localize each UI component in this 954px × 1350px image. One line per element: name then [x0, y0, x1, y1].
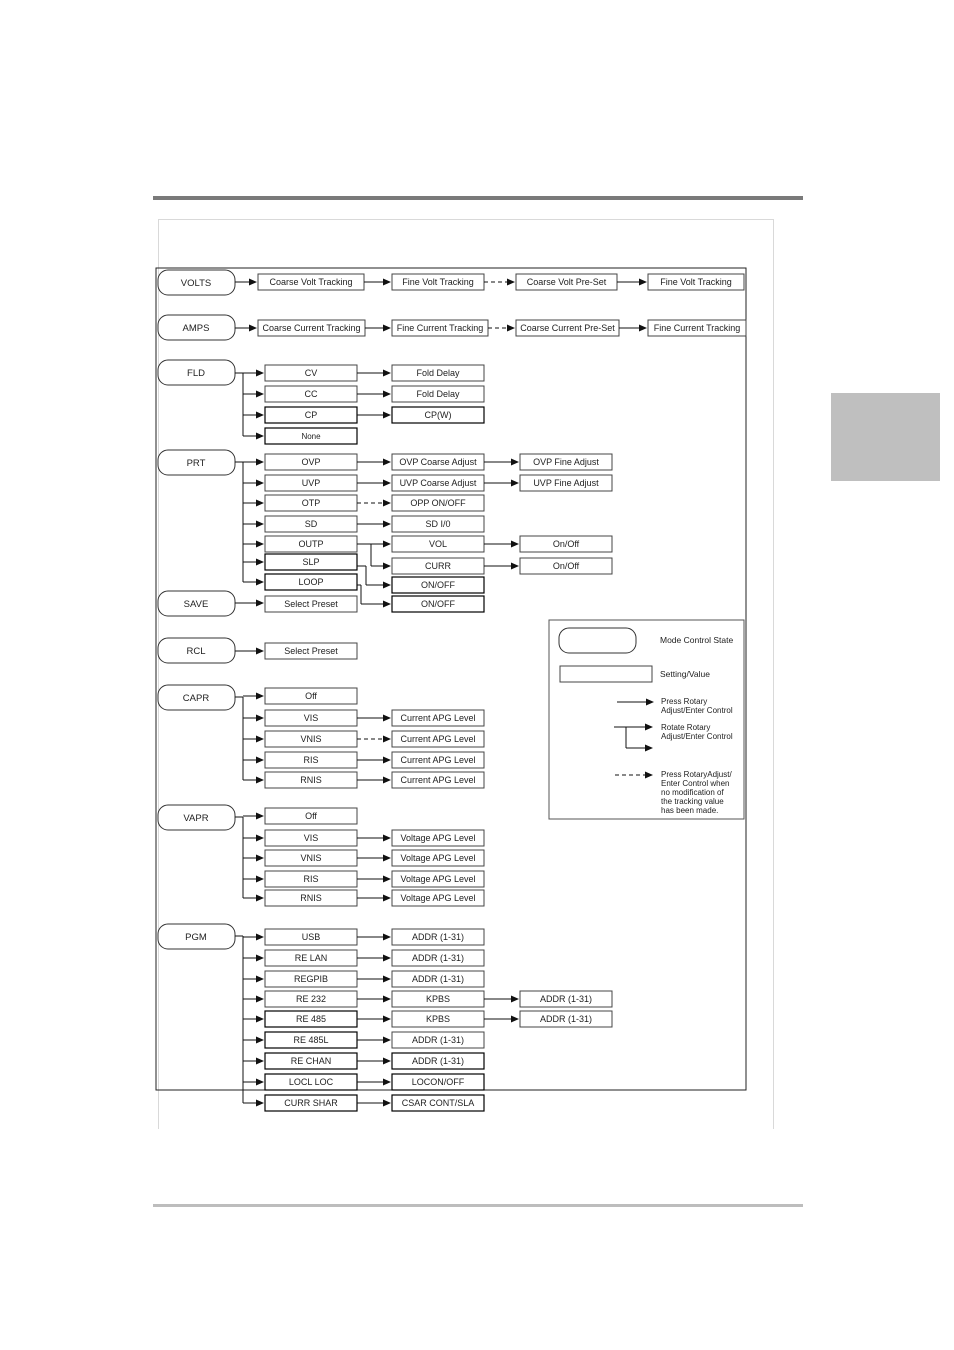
setting-label-sd: SD — [304, 519, 318, 530]
setting-label-voltage-apg-level: Voltage APG Level — [400, 874, 476, 885]
setting-label-curr-shar: CURR SHAR — [284, 1098, 338, 1109]
setting-label-re-lan: RE LAN — [294, 953, 328, 964]
setting-label-select-preset: Select Preset — [284, 646, 338, 657]
setting-label-csar-cont-sla: CSAR CONT/SLA — [401, 1098, 475, 1109]
setting-label-opp-on-off: OPP ON/OFF — [410, 498, 466, 509]
setting-label-vol: VOL — [428, 539, 448, 550]
setting-label-curr: CURR — [425, 561, 451, 572]
setting-label-cp: CP — [304, 410, 318, 421]
mode-label-volts: VOLTS — [180, 278, 212, 289]
legend-mode-label: Mode Control State — [660, 635, 734, 645]
setting-label-addr-1-31: ADDR (1-31) — [411, 974, 465, 985]
setting-label-coarse-volt-tracking: Coarse Volt Tracking — [269, 277, 353, 288]
setting-label-addr-1-31: ADDR (1-31) — [411, 1056, 465, 1067]
legend-press-label: Adjust/Enter Control — [661, 706, 733, 715]
setting-label-cv: CV — [304, 368, 318, 379]
setting-label-loop: LOOP — [298, 577, 324, 588]
mode-label-amps: AMPS — [182, 323, 210, 334]
mode-label-fld: FLD — [187, 368, 205, 379]
setting-label-addr-1-31: ADDR (1-31) — [411, 1035, 465, 1046]
setting-label-current-apg-level: Current APG Level — [400, 734, 476, 745]
setting-label-none: None — [301, 432, 321, 442]
legend-setting-sample — [560, 666, 652, 682]
legend-rotate-label: Rotate Rotary — [661, 723, 711, 732]
mode-label-capr: CAPR — [182, 693, 210, 704]
setting-label-rnis: RNIS — [300, 775, 322, 786]
setting-label-fine-current-tracking: Fine Current Tracking — [396, 323, 484, 334]
setting-label-fold-delay: Fold Delay — [416, 368, 460, 379]
setting-label-re-232: RE 232 — [295, 994, 327, 1005]
setting-label-otp: OTP — [301, 498, 321, 509]
setting-label-locl-loc: LOCL LOC — [288, 1077, 334, 1088]
setting-label-current-apg-level: Current APG Level — [400, 775, 476, 786]
legend-mode-sample — [559, 628, 636, 653]
legend-dashed-label: the tracking value — [661, 797, 724, 806]
legend-press-label: Press Rotary — [661, 697, 708, 706]
legend-dashed-label: no modification of — [661, 788, 724, 797]
setting-label-re-485: RE 485 — [295, 1014, 327, 1025]
setting-label-ovp-fine-adjust: OVP Fine Adjust — [533, 457, 599, 468]
setting-label-vis: VIS — [303, 713, 319, 724]
setting-label-ris: RIS — [303, 874, 319, 885]
setting-label-ris: RIS — [303, 755, 319, 766]
mode-label-rcl: RCL — [186, 646, 206, 657]
setting-label-ovp: OVP — [301, 457, 321, 468]
setting-label-uvp: UVP — [301, 478, 321, 489]
setting-label-fine-volt-tracking: Fine Volt Tracking — [660, 277, 732, 288]
setting-label-coarse-volt-pre-set: Coarse Volt Pre-Set — [526, 277, 607, 288]
setting-label-cc: CC — [304, 389, 318, 400]
setting-label-vnis: VNIS — [300, 853, 322, 864]
setting-label-on-off: On/Off — [552, 539, 580, 550]
setting-label-voltage-apg-level: Voltage APG Level — [400, 833, 476, 844]
setting-label-usb: USB — [301, 932, 321, 943]
setting-label-on-off: ON/OFF — [421, 580, 455, 591]
setting-label-on-off: On/Off — [552, 561, 580, 572]
setting-label-re-chan: RE CHAN — [290, 1056, 332, 1067]
setting-label-outp: OUTP — [298, 539, 324, 550]
setting-label-uvp-coarse-adjust: UVP Coarse Adjust — [399, 478, 477, 489]
setting-label-uvp-fine-adjust: UVP Fine Adjust — [533, 478, 599, 489]
setting-label-locon-off: LOCON/OFF — [411, 1077, 465, 1088]
setting-label-off: Off — [305, 691, 317, 702]
setting-label-addr-1-31: ADDR (1-31) — [411, 953, 465, 964]
setting-label-sd-i-0: SD I/0 — [425, 519, 451, 530]
mode-label-save: SAVE — [183, 599, 209, 610]
legend-dashed-label: Press RotaryAdjust/ — [661, 770, 732, 779]
setting-label-current-apg-level: Current APG Level — [400, 713, 476, 724]
legend-dashed-label: has been made. — [661, 806, 719, 815]
setting-label-coarse-current-pre-set: Coarse Current Pre-Set — [520, 323, 615, 334]
setting-label-on-off: ON/OFF — [421, 599, 455, 610]
setting-label-vis: VIS — [303, 833, 319, 844]
setting-label-slp: SLP — [302, 557, 320, 568]
setting-label-addr-1-31: ADDR (1-31) — [411, 932, 465, 943]
setting-label-voltage-apg-level: Voltage APG Level — [400, 853, 476, 864]
mode-label-prt: PRT — [186, 458, 206, 469]
setting-label-cp-w: CP(W) — [424, 410, 452, 421]
legend-rotate-label: Adjust/Enter Control — [661, 732, 733, 741]
setting-label-regpib: REGPIB — [293, 974, 329, 985]
setting-label-select-preset: Select Preset — [284, 599, 338, 610]
setting-label-addr-1-31: ADDR (1-31) — [539, 994, 593, 1005]
setting-label-fold-delay: Fold Delay — [416, 389, 460, 400]
mode-label-pgm: PGM — [185, 932, 207, 943]
mode-label-vapr: VAPR — [183, 813, 209, 824]
legend-dashed-label: Enter Control when — [661, 779, 730, 788]
setting-label-kpbs: KPBS — [425, 994, 451, 1005]
setting-label-kpbs: KPBS — [425, 1014, 451, 1025]
setting-label-ovp-coarse-adjust: OVP Coarse Adjust — [399, 457, 477, 468]
setting-label-coarse-current-tracking: Coarse Current Tracking — [262, 323, 361, 334]
setting-label-re-485l: RE 485L — [293, 1035, 329, 1046]
setting-label-rnis: RNIS — [300, 893, 322, 904]
setting-label-fine-volt-tracking: Fine Volt Tracking — [402, 277, 474, 288]
setting-label-fine-current-tracking: Fine Current Tracking — [653, 323, 741, 334]
setting-label-vnis: VNIS — [300, 734, 322, 745]
setting-label-addr-1-31: ADDR (1-31) — [539, 1014, 593, 1025]
setting-label-current-apg-level: Current APG Level — [400, 755, 476, 766]
setting-label-voltage-apg-level: Voltage APG Level — [400, 893, 476, 904]
legend-setting-label: Setting/Value — [660, 669, 710, 679]
setting-label-off: Off — [305, 811, 317, 822]
